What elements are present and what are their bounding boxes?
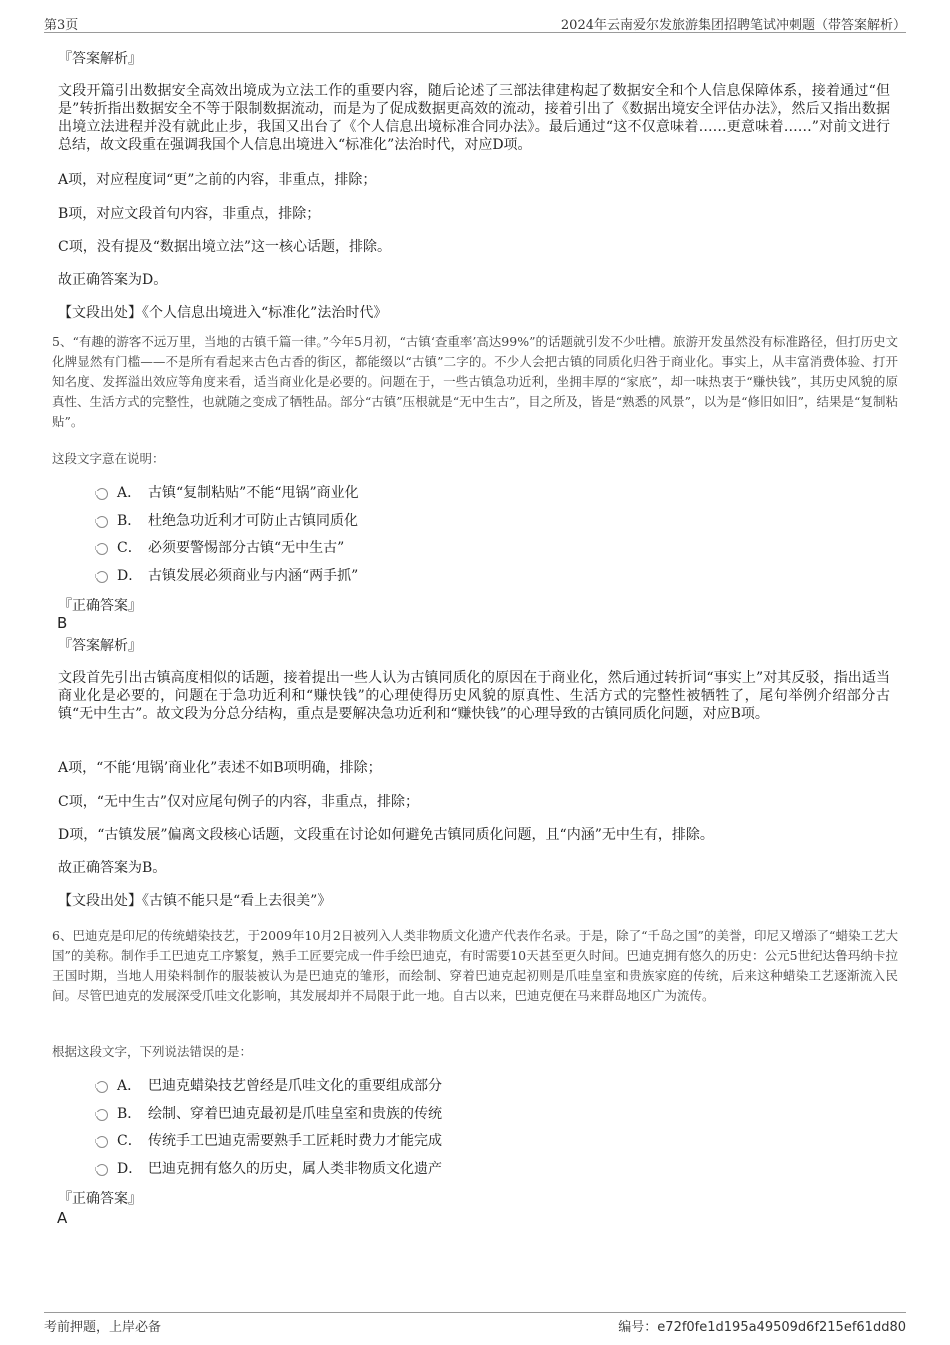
source-citation: 【文段出处】《古镇不能只是“看上去很美”》 xyxy=(58,893,332,909)
option-text: 绘制、穿着巴迪克最初是爪哇皇室和贵族的传统 xyxy=(148,1106,442,1122)
page-number: 第3页 xyxy=(44,18,79,33)
radio-icon[interactable] xyxy=(96,1081,108,1093)
document-title: 2024年云南爱尔发旅游集团招聘笔试冲刺题（带答案解析） xyxy=(560,18,906,33)
option-text: 古镇“复制粘贴”不能“甩锅”商业化 xyxy=(148,485,359,501)
footer-slogan: 考前押题，上岸必备 xyxy=(44,1320,162,1335)
option-text: 传统手工巴迪克需要熟手工匠耗时费力才能完成 xyxy=(148,1133,442,1149)
correct-answer-label: 『正确答案』 xyxy=(58,598,142,614)
option-letter: B． xyxy=(117,513,142,529)
explain-note-c: C项，“无中生古”仅对应尾句例子的内容，非重点，排除； xyxy=(58,794,420,810)
option-text: 杜绝急功近利才可防止古镇同质化 xyxy=(148,513,358,529)
option-letter: C． xyxy=(117,540,142,556)
answer-conclusion: 故正确答案为B。 xyxy=(58,860,167,876)
question-5-prompt: 这段文字意在说明： xyxy=(52,451,165,466)
document-code-value: e72f0fe1d195a49509d6f215ef61dd80 xyxy=(657,1320,906,1335)
radio-icon[interactable] xyxy=(96,488,108,500)
radio-icon[interactable] xyxy=(96,571,108,583)
explain-paragraph: 文段首先引出古镇高度相似的话题，接着提出一些人认为古镇同质化的原因在于商业化，然后通过转折词“事实上”对其反驳，指出适当商业化是必要的，问题在于急功近利和“赚快钱”的心理使得历史风貌的原真性、生活方式的完整性被牺牲了，尾句举例介绍部分古镇“无中生古”。故文段为分总分结构，重点是要解决急功近利和“赚快钱”的心理导致的古镇同质化问题，对应B项。 xyxy=(58,670,890,722)
radio-icon[interactable] xyxy=(96,516,108,528)
option-letter: C． xyxy=(117,1133,142,1149)
option-text: 必须要警惕部分古镇“无中生古” xyxy=(148,540,345,556)
page-header xyxy=(44,12,906,33)
explain-note-d: D项，“古镇发展”偏离文段核心话题，文段重在讨论如何避免古镇同质化问题，且“内涵”无中生有，排除。 xyxy=(58,827,714,843)
correct-answer: A xyxy=(57,1209,68,1227)
option-letter: B． xyxy=(117,1106,142,1122)
option-letter: A． xyxy=(117,1078,142,1094)
radio-icon[interactable] xyxy=(96,543,108,555)
correct-answer-label: 『正确答案』 xyxy=(58,1191,142,1207)
option-text: 巴迪克拥有悠久的历史，属人类非物质文化遗产 xyxy=(148,1161,442,1177)
radio-icon[interactable] xyxy=(96,1109,108,1121)
correct-answer: B xyxy=(57,614,68,632)
option-letter: D． xyxy=(117,568,143,584)
question-6-text: 6、巴迪克是印尼的传统蜡染技艺，于2009年10月2日被列入人类非物质文化遗产代表作名录。于是，除了“千岛之国”的美誉，印尼又增添了“蜡染工艺大国”的美称。制作手工巴迪克工序繁复，熟手工匠要完成一件手绘巴迪克，有时需要10天甚至更久时间。巴迪克拥有悠久的历史：公元5世纪达鲁玛纳卡拉王国时期，当地人用染料制作的服装被认为是巴迪克的雏形，而绘制、穿着巴迪克起初则是爪哇皇室和贵族家庭的传统，后来这种蜡染工艺逐渐流入民间。尽管巴迪克的发展深受爪哇文化影响，其发展却并不局限于此一地。自古以来，巴迪克便在马来群岛地区广为流传。 xyxy=(52,928,898,1003)
explain-note-a: A项，“不能‘甩锅’商业化”表述不如B项明确，排除； xyxy=(58,760,382,776)
document-code xyxy=(618,1316,906,1335)
option-text: 古镇发展必须商业与内涵“两手抓” xyxy=(148,568,359,584)
explain-label: 『答案解析』 xyxy=(58,51,142,67)
document-code-label: 编号： xyxy=(618,1320,658,1335)
answer-conclusion: 故正确答案为D。 xyxy=(58,272,168,288)
explain-note-a: A项，对应程度词“更”之前的内容，非重点，排除； xyxy=(58,172,377,188)
question-6-prompt: 根据这段文字，下列说法错误的是： xyxy=(52,1044,253,1059)
option-letter: D． xyxy=(117,1161,143,1177)
explain-note-c: C项，没有提及“数据出境立法”这一核心话题，排除。 xyxy=(58,239,392,255)
explain-note-b: B项，对应文段首句内容，非重点，排除； xyxy=(58,206,321,222)
question-5-text: 5、“有趣的游客不远万里，当地的古镇千篇一律。”今年5月初，“古镇‘查重率’高达99%”的话题就引发不少吐槽。旅游开发虽然没有标准路径，但打历史文化牌显然有门槛——不是所有看起来古色古香的街区，都能缀以“古镇”二字的。不少人会把古镇的同质化归咎于商业化。事实上，从丰富消费体验、打开知名度、发挥溢出效应等角度来看，适当商业化是必要的。问题在于，一些古镇急功近利，坐拥丰厚的“家底”，却一味热衷于“赚快钱”，其历史风貌的原真性、生活方式的完整性，也就随之变成了牺牲品。部分“古镇”压根就是“无中生古”，目之所及，皆是“熟悉的风景”，以为是“修旧如旧”，结果是“复制粘贴”。 xyxy=(52,334,898,429)
radio-icon[interactable] xyxy=(96,1164,108,1176)
source-citation: 【文段出处】《个人信息出境进入“标准化”法治时代》 xyxy=(58,305,388,321)
radio-icon[interactable] xyxy=(96,1136,108,1148)
explain-label: 『答案解析』 xyxy=(58,638,142,654)
explain-paragraph: 文段开篇引出数据安全高效出境成为立法工作的重要内容，随后论述了三部法律建构起了数据安全和个人信息保障体系，接着通过“但是”转折指出数据安全不等于限制数据流动，而是为了促成数据更高效的流动，接着引出了《数据出境安全评估办法》，然后又指出数据出境立法进程并没有就此止步，我国又出台了《个人信息出境标准合同办法》。最后通过“这不仅意味着……更意味着……”对前文进行总结，故文段重在强调我国个人信息出境进入“标准化”法治时代，对应D项。 xyxy=(58,83,890,153)
option-text: 巴迪克蜡染技艺曾经是爪哇文化的重要组成部分 xyxy=(148,1078,442,1094)
option-letter: A． xyxy=(117,485,142,501)
page-footer xyxy=(44,1312,906,1337)
